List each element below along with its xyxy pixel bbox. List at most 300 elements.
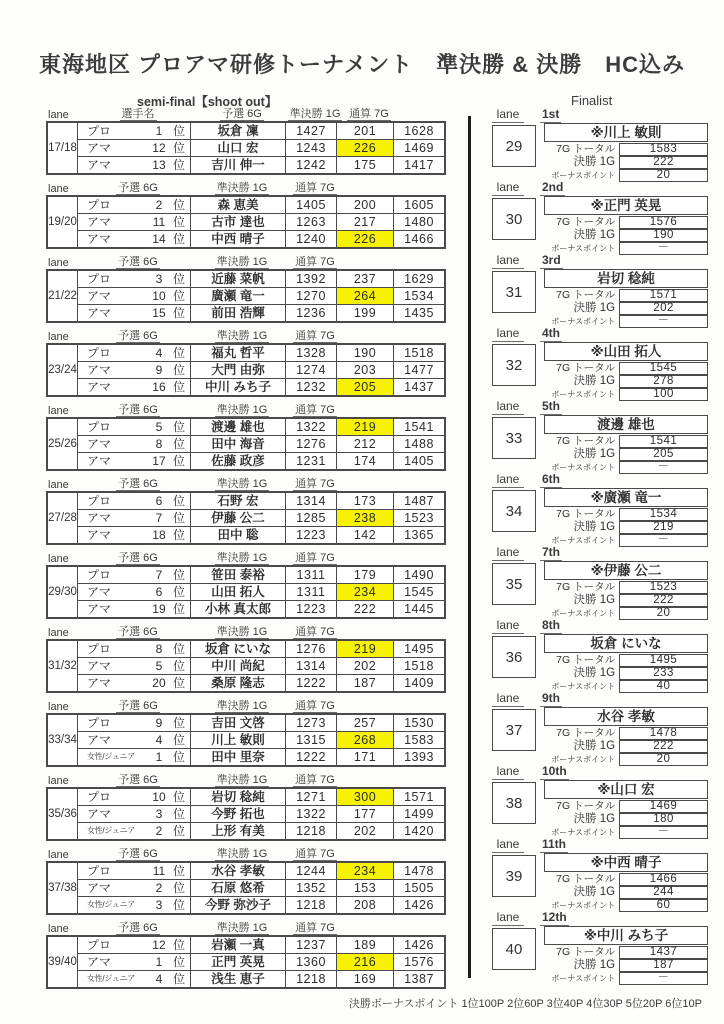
lane-label: lane bbox=[492, 473, 524, 488]
player-name: 今野 弥沙子 bbox=[190, 897, 286, 913]
total-score: 1576 bbox=[404, 955, 434, 969]
total-score: 1393 bbox=[404, 750, 434, 764]
section-divider bbox=[468, 116, 471, 978]
player-name: 田中 里奈 bbox=[190, 749, 286, 765]
finalist-table bbox=[544, 926, 708, 985]
bonus-label: ボーナスポイント bbox=[551, 682, 616, 691]
total-score: 1478 bbox=[404, 864, 434, 878]
player-name: 山口 宏 bbox=[190, 140, 286, 156]
total7g-value: 1571 bbox=[619, 289, 708, 302]
place-label: 2nd bbox=[542, 180, 564, 194]
group-table bbox=[46, 787, 446, 841]
qualifying-score: 1328 bbox=[296, 346, 326, 360]
rank-value: 6 bbox=[155, 585, 163, 599]
total-score: 1628 bbox=[404, 124, 434, 138]
category-cell bbox=[78, 493, 190, 509]
rank-value: 11 bbox=[152, 864, 166, 878]
final1g-value: 202 bbox=[619, 302, 708, 315]
category-cell bbox=[78, 510, 190, 526]
total-score: 1417 bbox=[404, 158, 434, 172]
qualifying-score: 1314 bbox=[296, 494, 326, 508]
player-name: 石野 宏 bbox=[190, 493, 286, 509]
final1g-value: 278 bbox=[619, 375, 708, 388]
player-row bbox=[78, 419, 444, 435]
category-label: アマ bbox=[87, 158, 112, 172]
finalist-table bbox=[544, 196, 708, 255]
category-label: 女性/ジュニア bbox=[87, 826, 135, 835]
lane-number-box: 31 bbox=[492, 271, 536, 313]
semifinal-score: 257 bbox=[336, 715, 394, 731]
total-score: 1518 bbox=[404, 659, 434, 673]
semifinal-score: 208 bbox=[336, 897, 394, 913]
bonus-row bbox=[544, 388, 708, 401]
total-score: 1437 bbox=[404, 380, 434, 394]
category-label: アマ bbox=[87, 733, 112, 747]
group-header bbox=[46, 256, 456, 269]
semifinal-score: 153 bbox=[336, 880, 394, 896]
col-header-qualifying: 予選 6G bbox=[118, 182, 158, 194]
qualifying-score: 1223 bbox=[296, 528, 326, 542]
rank-suffix: 位 bbox=[172, 232, 185, 246]
semifinal-score: 264 bbox=[336, 288, 394, 304]
bonus-row bbox=[544, 169, 708, 182]
player-name: 川上 敏則 bbox=[190, 732, 286, 748]
place-label: 10th bbox=[542, 764, 567, 778]
semifinal-score: 217 bbox=[336, 214, 394, 230]
bonus-row bbox=[544, 461, 708, 474]
player-row bbox=[78, 748, 444, 765]
player-name: 中川 みち子 bbox=[190, 379, 286, 395]
place-label: 12th bbox=[542, 910, 567, 924]
lane-label: lane bbox=[492, 838, 524, 853]
category-label: プロ bbox=[87, 716, 112, 730]
rank-suffix: 位 bbox=[172, 289, 185, 303]
lane-number: 23/24 bbox=[48, 345, 78, 395]
semifinal-score: 202 bbox=[336, 658, 394, 674]
bonus-label: ボーナスポイント bbox=[551, 536, 616, 545]
place-label: 9th bbox=[542, 691, 560, 705]
player-name: 佐藤 政彦 bbox=[190, 453, 286, 469]
col-header-player-name: 選手名 bbox=[121, 108, 155, 120]
lane-number-box: 33 bbox=[492, 417, 536, 459]
total-score: 1605 bbox=[404, 198, 434, 212]
category-cell bbox=[78, 954, 190, 970]
player-row bbox=[78, 567, 444, 583]
rank-value: 9 bbox=[155, 716, 163, 730]
final1g-label: 決勝 1G bbox=[573, 740, 616, 752]
semifinal-score: 226 bbox=[336, 140, 394, 156]
player-row bbox=[78, 789, 444, 805]
rank-suffix: 位 bbox=[172, 642, 185, 656]
rank-suffix: 位 bbox=[172, 733, 185, 747]
bonus-value: － bbox=[619, 242, 708, 255]
semifinal-score: 142 bbox=[336, 527, 394, 543]
category-cell bbox=[78, 584, 190, 600]
total-score: 1480 bbox=[404, 215, 434, 229]
qualifying-score: 1276 bbox=[296, 437, 326, 451]
player-row bbox=[78, 715, 444, 731]
rank-suffix: 位 bbox=[172, 938, 185, 952]
player-row bbox=[78, 896, 444, 913]
lane-label: lane bbox=[492, 911, 524, 926]
group-table bbox=[46, 343, 446, 397]
player-row bbox=[78, 970, 444, 987]
lane-label: lane bbox=[48, 405, 69, 417]
category-label: プロ bbox=[87, 938, 112, 952]
semifinal-score: 199 bbox=[336, 305, 394, 321]
semifinal-score: 179 bbox=[336, 567, 394, 583]
bonus-label: ボーナスポイント bbox=[551, 463, 616, 472]
final1g-label: 決勝 1G bbox=[573, 667, 616, 679]
bonus-value: － bbox=[619, 461, 708, 474]
category-label: アマ bbox=[87, 659, 112, 673]
rank-value: 10 bbox=[152, 790, 166, 804]
player-row bbox=[78, 378, 444, 395]
finalist-block bbox=[492, 619, 716, 692]
qualifying-score: 1311 bbox=[296, 585, 326, 599]
lane-group bbox=[46, 774, 456, 841]
final1g-value: 187 bbox=[619, 959, 708, 972]
category-label: アマ bbox=[87, 380, 112, 394]
player-name: 田中 聡 bbox=[190, 527, 286, 543]
lane-label: lane bbox=[492, 254, 524, 269]
bonus-label: ボーナスポイント bbox=[551, 755, 616, 764]
total-score: 1541 bbox=[404, 420, 434, 434]
final1g-value: 222 bbox=[619, 156, 708, 169]
qualifying-score: 1218 bbox=[296, 972, 326, 986]
total-score: 1365 bbox=[404, 528, 434, 542]
lane-label: lane bbox=[48, 479, 69, 491]
category-cell bbox=[78, 937, 190, 953]
category-label: アマ bbox=[87, 602, 112, 616]
rank-suffix: 位 bbox=[172, 864, 185, 878]
finalist-block bbox=[492, 400, 716, 473]
page-title: 東海地区 プロアマ研修トーナメント 準決勝 & 決勝 HC込み bbox=[38, 52, 686, 77]
group-table bbox=[46, 639, 446, 693]
player-name: 田中 海音 bbox=[190, 436, 286, 452]
category-cell bbox=[78, 897, 190, 913]
category-label: プロ bbox=[87, 642, 112, 656]
qualifying-score: 1242 bbox=[296, 158, 326, 172]
bonus-row bbox=[544, 315, 708, 328]
category-label: アマ bbox=[87, 306, 112, 320]
player-name: 大門 由弥 bbox=[190, 362, 286, 378]
category-cell bbox=[78, 271, 190, 287]
rank-suffix: 位 bbox=[172, 790, 185, 804]
lane-number: 29/30 bbox=[48, 567, 78, 617]
category-cell bbox=[78, 419, 190, 435]
player-row bbox=[78, 287, 444, 304]
col-header-semifinal: 準決勝 1G bbox=[216, 848, 268, 860]
bonus-value: － bbox=[619, 972, 708, 985]
total7g-row bbox=[544, 727, 708, 740]
rank-value: 11 bbox=[152, 215, 166, 229]
total7g-label: 7G トータル bbox=[556, 654, 616, 666]
lane-label: lane bbox=[48, 553, 69, 565]
semifinal-score: 173 bbox=[336, 493, 394, 509]
rank-suffix: 位 bbox=[172, 158, 185, 172]
semifinal-score: 234 bbox=[336, 863, 394, 879]
place-label: 7th bbox=[542, 545, 560, 559]
rank-value: 5 bbox=[155, 659, 163, 673]
category-cell bbox=[78, 601, 190, 617]
finalist-header bbox=[492, 473, 716, 488]
group-table bbox=[46, 935, 446, 989]
player-name: 岩切 稔純 bbox=[190, 789, 286, 805]
lane-label: lane bbox=[48, 627, 69, 639]
qualifying-score: 1352 bbox=[296, 881, 326, 895]
rank-value: 3 bbox=[155, 807, 163, 821]
place-label: 3rd bbox=[542, 253, 561, 267]
group-table bbox=[46, 269, 446, 323]
rank-value: 1 bbox=[155, 750, 163, 764]
finalist-header bbox=[492, 692, 716, 707]
final1g-row bbox=[544, 813, 708, 826]
category-label: プロ bbox=[87, 790, 112, 804]
player-name: 今野 拓也 bbox=[190, 806, 286, 822]
total-score: 1490 bbox=[404, 568, 434, 582]
total-score: 1435 bbox=[404, 306, 434, 320]
total-score: 1469 bbox=[404, 141, 434, 155]
finalist-table bbox=[544, 853, 708, 912]
rank-value: 8 bbox=[155, 642, 163, 656]
category-cell bbox=[78, 715, 190, 731]
lane-label: lane bbox=[48, 257, 69, 269]
semifinal-score: 222 bbox=[336, 601, 394, 617]
qualifying-score: 1276 bbox=[296, 642, 326, 656]
rank-suffix: 位 bbox=[172, 824, 185, 838]
lane-label: lane bbox=[48, 923, 69, 935]
bonus-label: ボーナスポイント bbox=[551, 974, 616, 983]
col-header-semifinal: 準決勝 1G bbox=[216, 922, 268, 934]
lane-number-box: 37 bbox=[492, 709, 536, 751]
finalist-header bbox=[492, 765, 716, 780]
group-header bbox=[46, 478, 456, 491]
category-cell bbox=[78, 453, 190, 469]
qualifying-score: 1273 bbox=[296, 716, 326, 730]
category-cell bbox=[78, 749, 190, 765]
lane-label: lane bbox=[48, 183, 69, 195]
total-score: 1583 bbox=[404, 733, 434, 747]
qualifying-score: 1218 bbox=[296, 898, 326, 912]
semifinal-score: 177 bbox=[336, 806, 394, 822]
qualifying-score: 1240 bbox=[296, 232, 326, 246]
qualifying-score: 1314 bbox=[296, 659, 326, 673]
total-score: 1405 bbox=[404, 454, 434, 468]
total7g-label: 7G トータル bbox=[556, 289, 616, 301]
rank-value: 3 bbox=[155, 272, 163, 286]
rank-suffix: 位 bbox=[172, 272, 185, 286]
total7g-label: 7G トータル bbox=[556, 508, 616, 520]
rank-suffix: 位 bbox=[172, 454, 185, 468]
total7g-value: 1541 bbox=[619, 435, 708, 448]
group-header bbox=[46, 552, 456, 565]
finalist-block bbox=[492, 692, 716, 765]
rank-value: 16 bbox=[152, 380, 166, 394]
semifinal-score: 202 bbox=[336, 823, 394, 839]
rank-value: 3 bbox=[155, 898, 163, 912]
final1g-value: 222 bbox=[619, 594, 708, 607]
category-label: アマ bbox=[87, 881, 112, 895]
rank-value: 2 bbox=[155, 824, 163, 838]
rank-value: 12 bbox=[152, 141, 166, 155]
place-label: 5th bbox=[542, 399, 560, 413]
player-name: 桑原 隆志 bbox=[190, 675, 286, 691]
category-label: アマ bbox=[87, 807, 112, 821]
category-cell bbox=[78, 732, 190, 748]
rank-suffix: 位 bbox=[172, 898, 185, 912]
total7g-row bbox=[544, 800, 708, 813]
bonus-value: － bbox=[619, 534, 708, 547]
lane-number-box: 34 bbox=[492, 490, 536, 532]
semifinal-score: 237 bbox=[336, 271, 394, 287]
bonus-value: 100 bbox=[619, 388, 708, 401]
finalist-name: ※山田 拓人 bbox=[544, 342, 708, 361]
lane-number: 31/32 bbox=[48, 641, 78, 691]
total7g-label: 7G トータル bbox=[556, 143, 616, 155]
bonus-row bbox=[544, 607, 708, 620]
qualifying-score: 1231 bbox=[296, 454, 326, 468]
player-name: 笹田 泰裕 bbox=[190, 567, 286, 583]
player-row bbox=[78, 953, 444, 970]
qualifying-score: 1222 bbox=[296, 750, 326, 764]
col-header-qualifying: 予選 6G bbox=[118, 774, 158, 786]
finalist-table bbox=[544, 561, 708, 620]
lane-group bbox=[46, 256, 456, 323]
col-header-semifinal: 準決勝 1G bbox=[216, 626, 268, 638]
player-row bbox=[78, 583, 444, 600]
finalist-name: 水谷 孝敏 bbox=[544, 707, 708, 726]
player-row bbox=[78, 600, 444, 617]
semifinal-score: 219 bbox=[336, 419, 394, 435]
category-label: プロ bbox=[87, 420, 112, 434]
group-header bbox=[46, 774, 456, 787]
player-row bbox=[78, 345, 444, 361]
total7g-label: 7G トータル bbox=[556, 581, 616, 593]
rank-suffix: 位 bbox=[172, 380, 185, 394]
semifinal-score: 238 bbox=[336, 510, 394, 526]
lane-group bbox=[46, 182, 456, 249]
col-header-qualifying: 予選 6G bbox=[118, 404, 158, 416]
qualifying-score: 1223 bbox=[296, 602, 326, 616]
category-cell bbox=[78, 567, 190, 583]
semifinal-score: 216 bbox=[336, 954, 394, 970]
total7g-label: 7G トータル bbox=[556, 946, 616, 958]
final1g-row bbox=[544, 229, 708, 242]
col-header-semifinal: 準決勝 1G bbox=[216, 182, 268, 194]
lane-number: 33/34 bbox=[48, 715, 78, 765]
category-cell bbox=[78, 527, 190, 543]
rank-suffix: 位 bbox=[172, 306, 185, 320]
qualifying-score: 1311 bbox=[296, 568, 326, 582]
qualifying-score: 1360 bbox=[296, 955, 326, 969]
col-header-semifinal: 準決勝 1G bbox=[216, 774, 268, 786]
place-label: 11th bbox=[542, 837, 567, 851]
category-cell bbox=[78, 789, 190, 805]
col-header-qualifying: 予選 6G bbox=[118, 552, 158, 564]
lane-label: lane bbox=[492, 181, 524, 196]
rank-suffix: 位 bbox=[172, 659, 185, 673]
lane-group bbox=[46, 626, 456, 693]
lane-group bbox=[46, 700, 456, 767]
rank-suffix: 位 bbox=[172, 215, 185, 229]
player-row bbox=[78, 731, 444, 748]
qualifying-score: 1271 bbox=[296, 790, 326, 804]
category-cell bbox=[78, 880, 190, 896]
rank-suffix: 位 bbox=[172, 585, 185, 599]
rank-value: 4 bbox=[155, 972, 163, 986]
qualifying-score: 1322 bbox=[296, 807, 326, 821]
rank-value: 7 bbox=[155, 511, 163, 525]
group-table bbox=[46, 195, 446, 249]
total-score: 1477 bbox=[404, 363, 434, 377]
player-name: 森 恵美 bbox=[190, 197, 286, 213]
qualifying-score: 1243 bbox=[296, 141, 326, 155]
final1g-value: 180 bbox=[619, 813, 708, 826]
lane-label: lane bbox=[492, 400, 524, 415]
player-row bbox=[78, 509, 444, 526]
rank-suffix: 位 bbox=[172, 437, 185, 451]
final1g-label: 決勝 1G bbox=[573, 594, 616, 606]
total7g-row bbox=[544, 946, 708, 959]
finalist-table bbox=[544, 634, 708, 693]
bonus-row bbox=[544, 826, 708, 839]
semifinal-section bbox=[46, 108, 456, 996]
lane-label: lane bbox=[492, 546, 524, 561]
lane-label: lane bbox=[492, 619, 524, 634]
final1g-row bbox=[544, 740, 708, 753]
finalist-table bbox=[544, 269, 708, 328]
category-label: プロ bbox=[87, 346, 112, 360]
final1g-label: 決勝 1G bbox=[573, 813, 616, 825]
finalist-header bbox=[492, 327, 716, 342]
finalist-header bbox=[492, 254, 716, 269]
col-header-semifinal: 準決勝 1G bbox=[216, 700, 268, 712]
finalist-block bbox=[492, 473, 716, 546]
rank-value: 20 bbox=[152, 676, 166, 690]
bonus-row bbox=[544, 972, 708, 985]
player-name: 福丸 哲平 bbox=[190, 345, 286, 361]
col-header-semifinal: 準決勝 1G bbox=[289, 108, 341, 120]
bonus-row bbox=[544, 242, 708, 255]
category-label: プロ bbox=[87, 272, 112, 286]
group-header bbox=[46, 108, 456, 121]
finalist-table bbox=[544, 415, 708, 474]
player-row bbox=[78, 452, 444, 469]
col-header-total: 通算 7G bbox=[349, 108, 389, 120]
final1g-label: 決勝 1G bbox=[573, 959, 616, 971]
col-header-total: 通算 7G bbox=[295, 478, 335, 490]
finalist-name: 渡邊 雄也 bbox=[544, 415, 708, 434]
lane-group bbox=[46, 108, 456, 175]
finalist-name: 坂倉 にいな bbox=[544, 634, 708, 653]
total-score: 1466 bbox=[404, 232, 434, 246]
lane-number: 17/18 bbox=[48, 123, 78, 173]
category-cell bbox=[78, 658, 190, 674]
semifinal-score: 169 bbox=[336, 971, 394, 987]
total-score: 1545 bbox=[404, 585, 434, 599]
player-name: 山田 拓人 bbox=[190, 584, 286, 600]
total-score: 1426 bbox=[404, 938, 434, 952]
group-table bbox=[46, 121, 446, 175]
finalist-header bbox=[492, 181, 716, 196]
player-row bbox=[78, 271, 444, 287]
category-label: アマ bbox=[87, 454, 112, 468]
category-cell bbox=[78, 140, 190, 156]
total7g-value: 1545 bbox=[619, 362, 708, 375]
category-cell bbox=[78, 305, 190, 321]
lane-number: 19/20 bbox=[48, 197, 78, 247]
